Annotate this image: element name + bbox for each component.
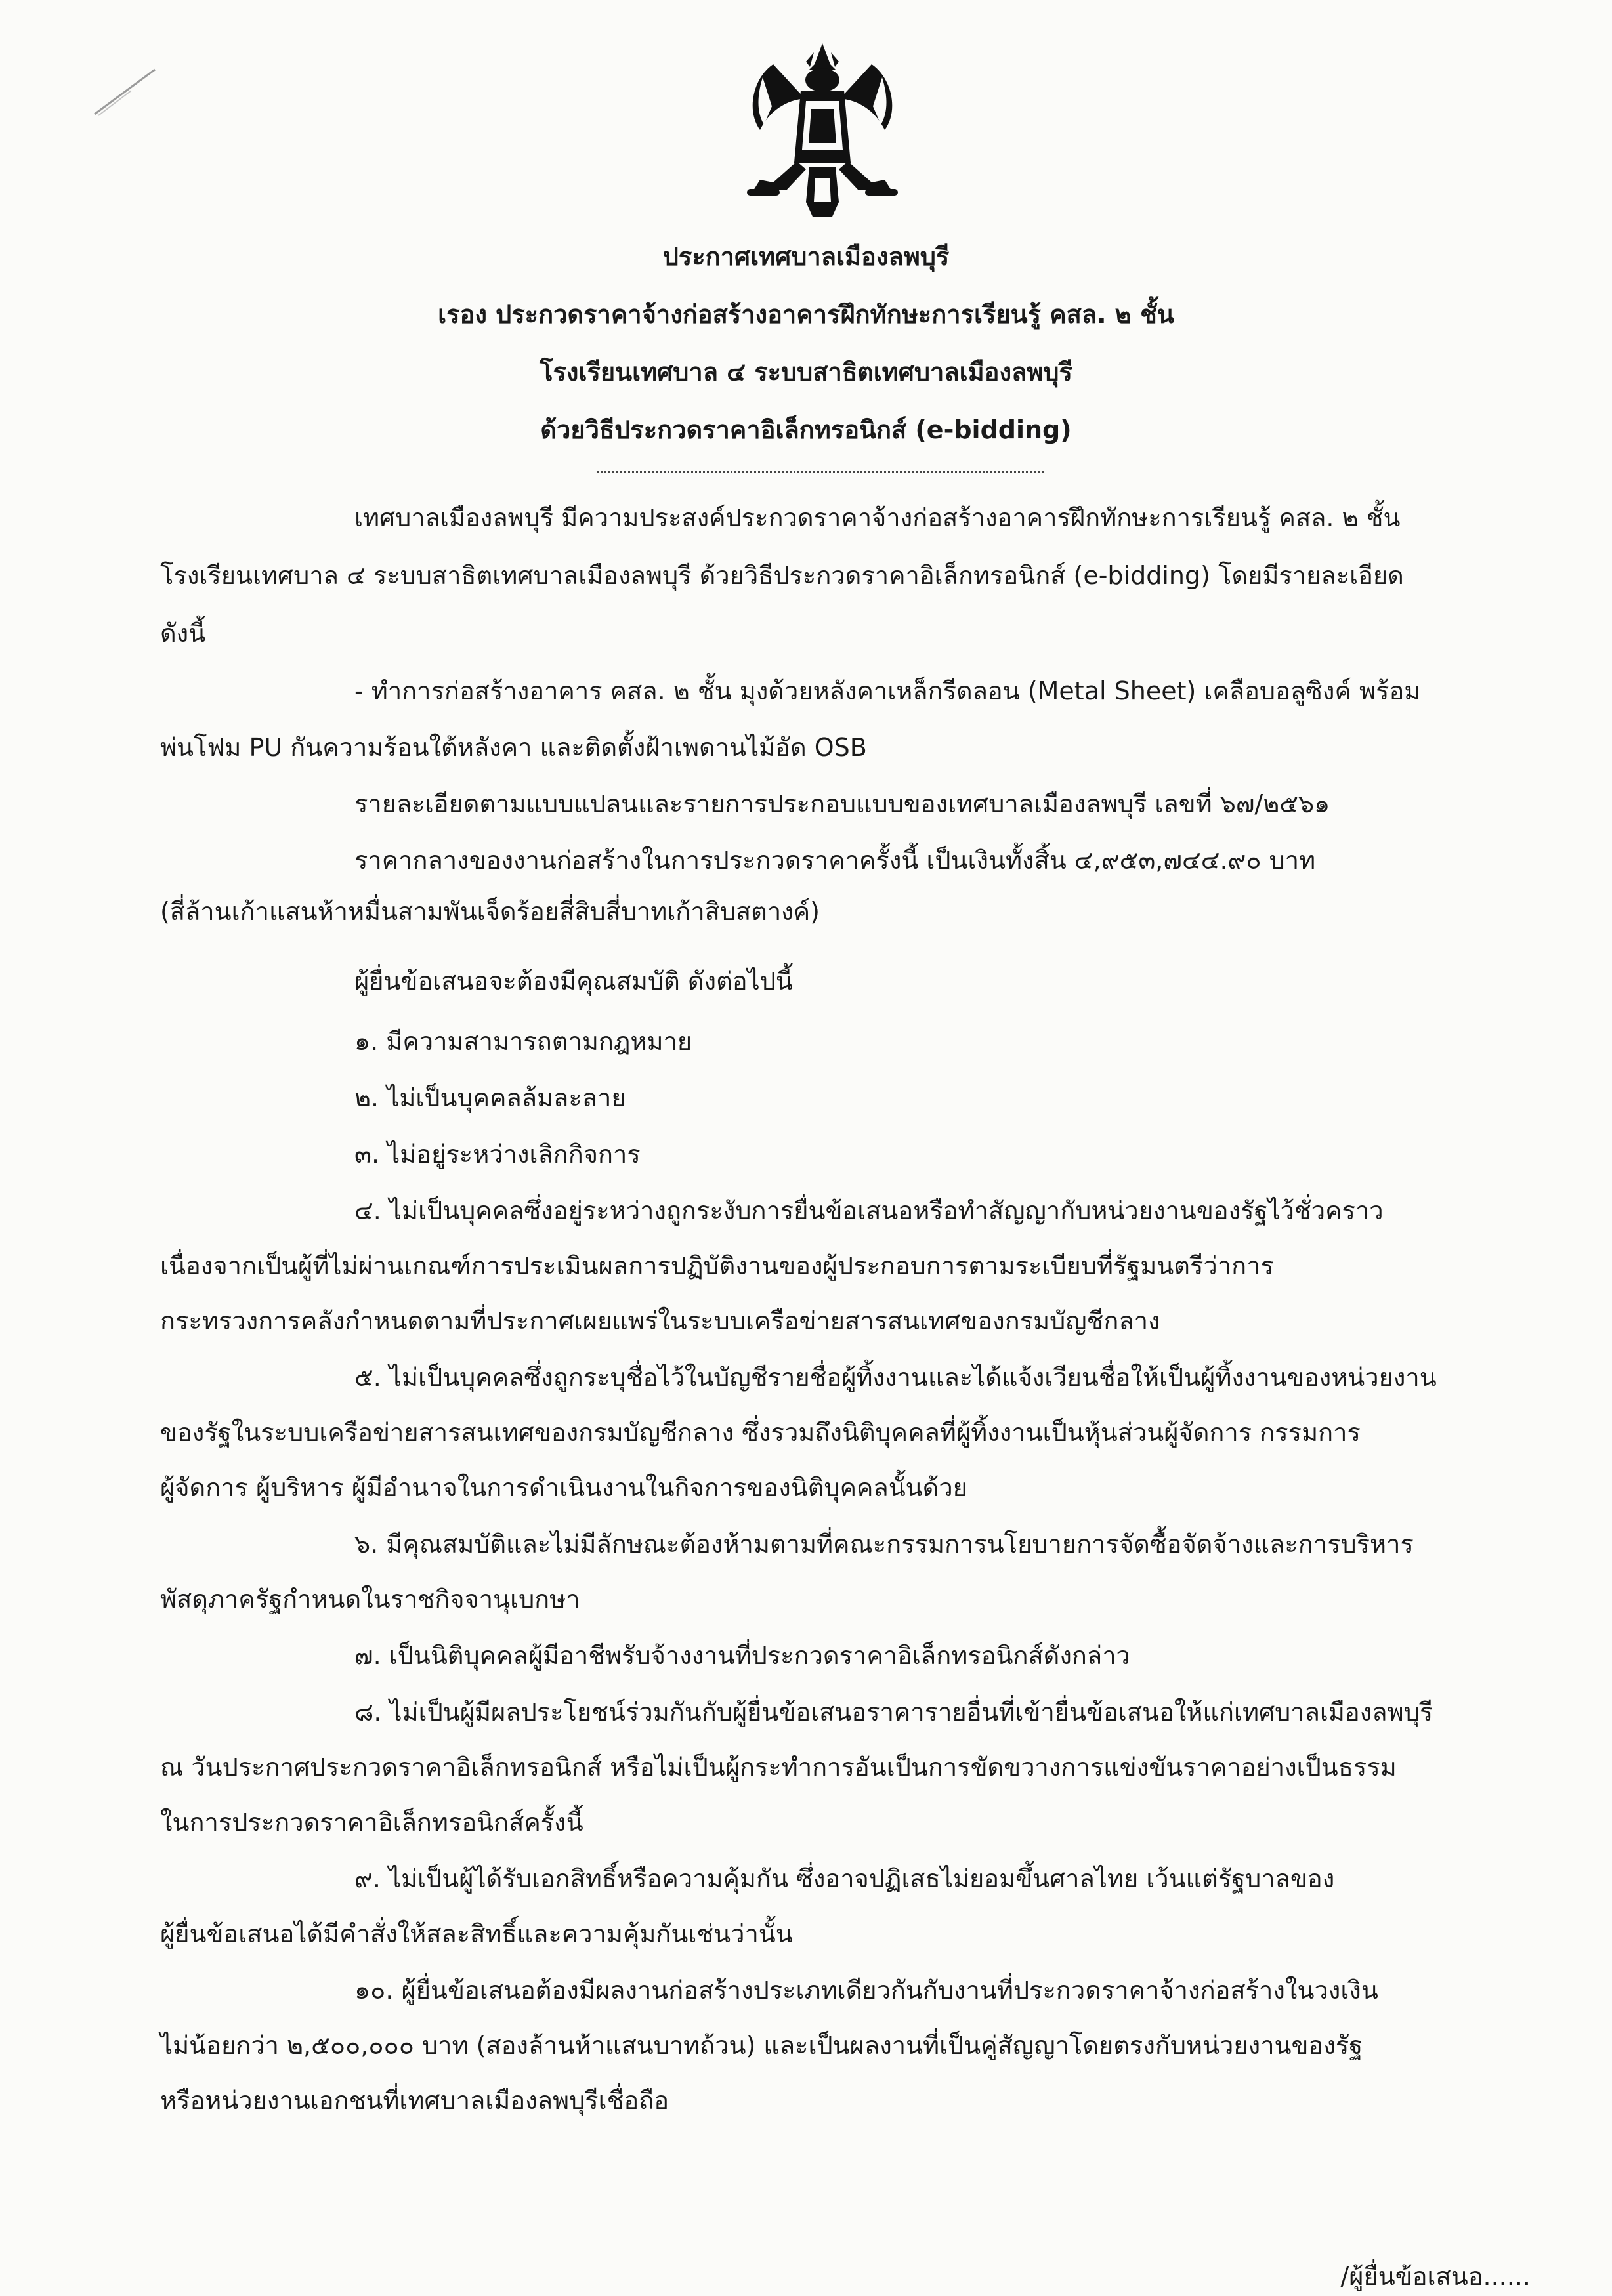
qualification-5-line-3: ผู้จัดการ ผู้บริหาร ผู้มีอำนาจในการดำเนินงานในกิจการของนิติบุคคลนั้นด้วย — [160, 1473, 967, 1502]
qualification-1: ๑. มีความสามารถตามกฎหมาย — [354, 1027, 692, 1056]
scope-line-1: - ทำการก่อสร้างอาคาร คสล. ๒ ชั้น มุงด้วยหลังคาเหล็กรีดลอน (Metal Sheet) เคลือบอลูซิงค์ พร้อม — [354, 677, 1421, 705]
qualification-5-line-1: ๕. ไม่เป็นบุคคลซึ่งถูกระบุชื่อไว้ในบัญชีรายชื่อผู้ทิ้งงานและได้แจ้งเวียนชื่อให้เป็นผู้ทิ้งงานของหน่วยงาน — [354, 1363, 1437, 1392]
qualification-6-line-1: ๖. มีคุณสมบัติและไม่มีลักษณะต้องห้ามตามที่คณะกรรมการนโยบายการจัดซื้อจัดจ้างและการบริหาร — [354, 1530, 1414, 1558]
subject-line-1: เรอง ประกวดราคาจ้างก่อสร้างอาคารฝึกทักษะการเรียนรู้ คสล. ๒ ชั้น — [438, 300, 1174, 329]
qualification-9-line-2: ผู้ยื่นข้อเสนอได้มีคำสั่งให้สละสิทธิ์และความคุ้มกันเช่นว่านั้น — [160, 1919, 793, 1948]
continuation-marker: /ผู้ยื่นข้อเสนอ...... — [1340, 2262, 1531, 2291]
qualification-2: ๒. ไม่เป็นบุคคลล้มละลาย — [354, 1083, 626, 1112]
scan-scratch-mark — [92, 66, 158, 118]
plan-reference: รายละเอียดตามแบบแปลนและรายการประกอบแบบของเทศบาลเมืองลพบุรี เลขที่ ๖๗/๒๕๖๑ — [354, 789, 1330, 818]
scope-line-2: พ่นโฟม PU กันความร้อนใต้หลังคา และติดตั้งฝ้าเพดานไม้อัด OSB — [160, 733, 867, 762]
reference-price-words: (สี่ล้านเก้าแสนห้าหมื่นสามพันเจ็ดร้อยสี่สิบสี่บาทเก้าสิบสตางค์) — [160, 897, 820, 926]
qualification-9-line-1: ๙. ไม่เป็นผู้ได้รับเอกสิทธิ์หรือความคุ้มกัน ซึ่งอาจปฏิเสธไม่ยอมขึ้นศาลไทย เว้นแต่รัฐบาลของ — [354, 1864, 1335, 1893]
qualification-10-line-3: หรือหน่วยงานเอกชนที่เทศบาลเมืองลพบุรีเชื่อถือ — [160, 2086, 669, 2115]
qualification-8-line-2: ณ วันประกาศประกวดราคาอิเล็กทรอนิกส์ หรือไม่เป็นผู้กระทำการอันเป็นการขัดขวางการแข่งขันราคาอย่างเป็นธรรม — [160, 1753, 1397, 1782]
qualification-3: ๓. ไม่อยู่ระหว่างเลิกกิจการ — [354, 1140, 641, 1169]
reference-price: ราคากลางของงานก่อสร้างในการประกวดราคาครั้งนี้ เป็นเงินทั้งสิ้น ๔,๙๕๓,๗๔๔.๙๐ บาท — [354, 846, 1316, 875]
subject-line-2: โรงเรียนเทศบาล ๔ ระบบสาธิตเทศบาลเมืองลพบุรี — [540, 358, 1072, 386]
qualification-8-line-1: ๘. ไม่เป็นผู้มีผลประโยชน์ร่วมกันกับผู้ยื่นข้อเสนอราคารายอื่นที่เข้ายื่นข้อเสนอให้แก่เทศบาลเมืองลพบุรี — [354, 1698, 1433, 1726]
qualification-10-line-1: ๑๐. ผู้ยื่นข้อเสนอต้องมีผลงานก่อสร้างประเภทเดียวกันกับงานที่ประกวดราคาจ้างก่อสร้างในวงเงิน — [354, 1976, 1378, 2005]
qualification-10-line-2: ไม่น้อยกว่า ๒,๕๐๐,๐๐๐ บาท (สองล้านห้าแสนบาทถ้วน) และเป็นผลงานที่เป็นคู่สัญญาโดยตรงกับหน่วยงานของรัฐ — [160, 2031, 1363, 2060]
qualifications-heading: ผู้ยื่นข้อเสนอจะต้องมีคุณสมบัติ ดังต่อไปนี้ — [354, 967, 793, 995]
intro-line-2: โรงเรียนเทศบาล ๔ ระบบสาธิตเทศบาลเมืองลพบุรี ด้วยวิธีประกวดราคาอิเล็กทรอนิกส์ (e-bidding) โดยมีรายละเอียด — [160, 561, 1404, 590]
subject-line-3: ด้วยวิธีประกวดราคาอิเล็กทรอนิกส์ (e-bidding) — [540, 415, 1072, 444]
qualification-4-line-2: เนื่องจากเป็นผู้ที่ไม่ผ่านเกณฑ์การประเมินผลการปฏิบัติงานของผู้ประกอบการตามระเบียบที่รัฐมนตรีว่าการ — [160, 1251, 1274, 1280]
qualification-6-line-2: พัสดุภาครัฐกำหนดในราชกิจจานุเบกษา — [160, 1585, 580, 1614]
intro-line-3: ดังนี้ — [160, 619, 206, 648]
document-title: ประกาศเทศบาลเมืองลพบุรี — [662, 242, 950, 271]
qualification-5-line-2: ของรัฐในระบบเครือข่ายสารสนเทศของกรมบัญชีกลาง ซึ่งรวมถึงนิติบุคคลที่ผู้ทิ้งงานเป็นหุ้นส่วนผู้จัดการ กรรมการ — [160, 1418, 1361, 1447]
qualification-4-line-1: ๔. ไม่เป็นบุคคลซึ่งอยู่ระหว่างถูกระงับการยื่นข้อเสนอหรือทำสัญญากับหน่วยงานของรัฐไว้ชั่วคราว — [354, 1196, 1384, 1225]
intro-line-1: เทศบาลเมืองลพบุรี มีความประสงค์ประกวดราคาจ้างก่อสร้างอาคารฝึกทักษะการเรียนรู้ คสล. ๒ ชั้น — [354, 503, 1401, 532]
garuda-emblem-icon — [734, 38, 911, 222]
qualification-7: ๗. เป็นนิติบุคคลผู้มีอาชีพรับจ้างงานที่ประกวดราคาอิเล็กทรอนิกส์ดังกล่าว — [354, 1641, 1130, 1670]
title-divider — [597, 471, 1044, 473]
qualification-8-line-3: ในการประกวดราคาอิเล็กทรอนิกส์ครั้งนี้ — [160, 1808, 583, 1837]
qualification-4-line-3: กระทรวงการคลังกำหนดตามที่ประกาศเผยแพร่ในระบบเครือข่ายสารสนเทศของกรมบัญชีกลาง — [160, 1306, 1160, 1335]
